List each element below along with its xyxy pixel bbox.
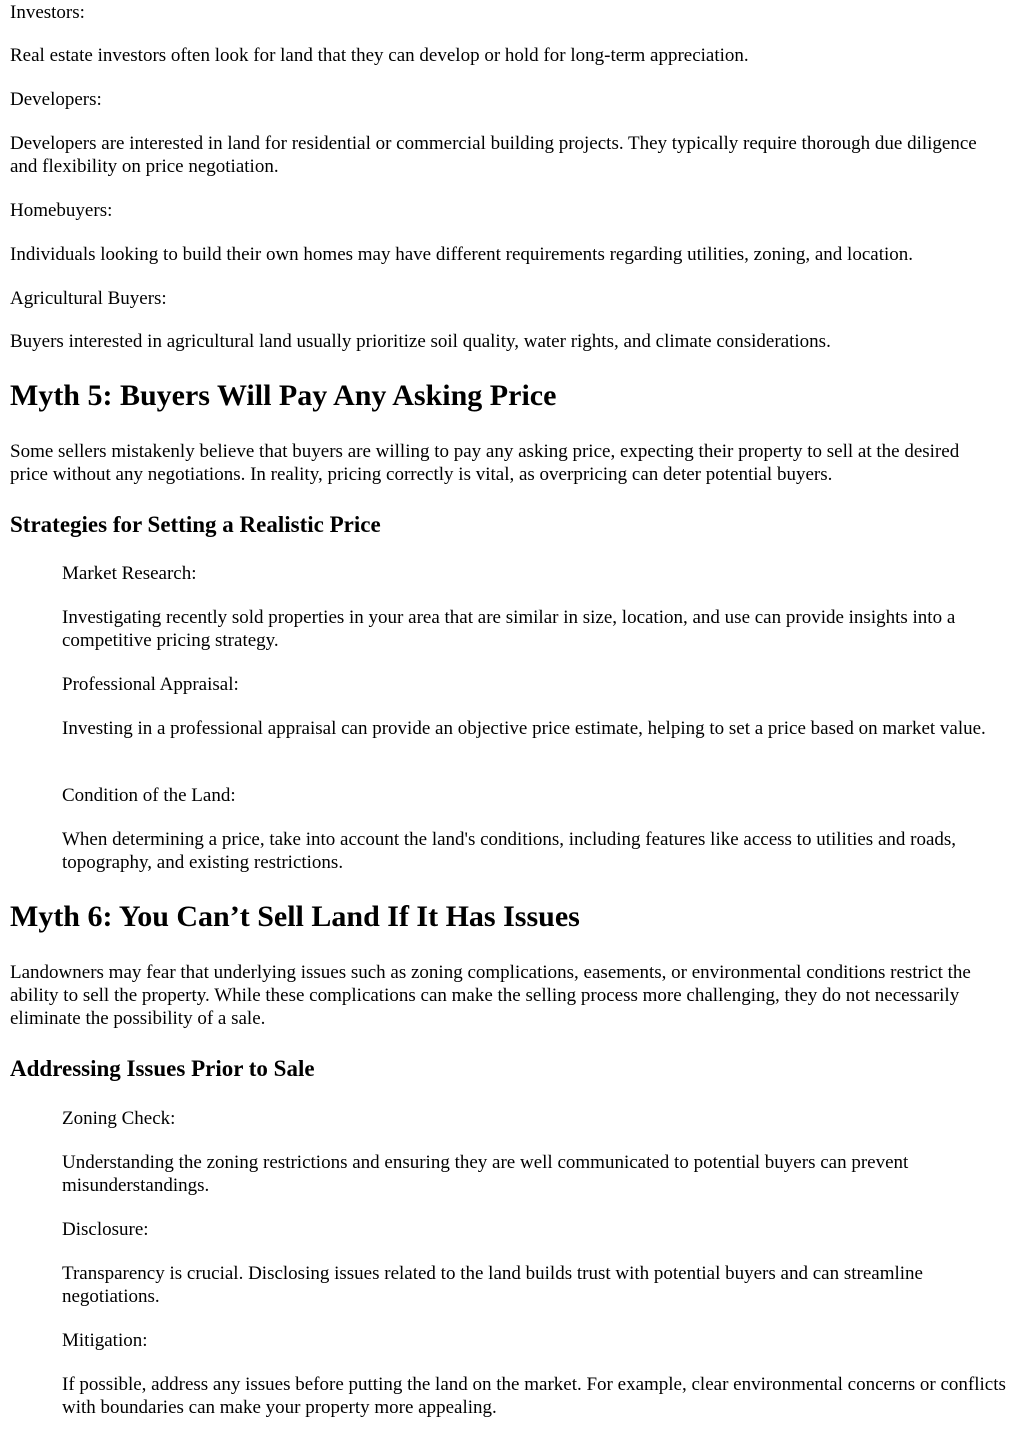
strategy-label: Professional Appraisal: <box>62 674 239 695</box>
strategy-label: Market Research: <box>62 563 197 584</box>
myth-6-subheading: Addressing Issues Prior to Sale <box>10 1056 315 1081</box>
buyer-type-description: Real estate investors often look for land that they can develop or hold for long-term appreciation. <box>10 45 749 66</box>
issue-step-description: If possible, address any issues before putting the land on the market. For example, clear environmental concerns or conflicts with boundaries can make your property more appealing. <box>62 1374 1006 1418</box>
buyer-type-label: Investors: <box>10 2 85 23</box>
issue-step-description: Transparency is crucial. Disclosing issues related to the land builds trust with potential buyers and can streamline negotiations. <box>62 1263 923 1307</box>
issue-step-label: Mitigation: <box>62 1330 148 1351</box>
buyer-type-label: Agricultural Buyers: <box>10 288 167 309</box>
issue-step-label: Zoning Check: <box>62 1108 176 1129</box>
myth-6-body: Landowners may fear that underlying issues such as zoning complications, easements, or environmental conditions restrict the ability to sell the property. While these complications can make the selling process more challenging, they do not necessarily eliminate the possibility of a sale. <box>10 962 971 1029</box>
buyer-type-description: Developers are interested in land for residential or commercial building projects. They typically require thorough due diligence and flexibility on price negotiation. <box>10 133 977 177</box>
strategy-description: When determining a price, take into account the land's conditions, including features like access to utilities and roads, topography, and existing restrictions. <box>62 829 957 873</box>
buyer-type-label: Developers: <box>10 89 102 110</box>
myth-5-heading: Myth 5: Buyers Will Pay Any Asking Price <box>10 379 557 412</box>
issue-step-label: Disclosure: <box>62 1219 149 1240</box>
strategy-label: Condition of the Land: <box>62 785 236 806</box>
issue-step-description: Understanding the zoning restrictions and ensuring they are well communicated to potential buyers can prevent misunderstandings. <box>62 1152 909 1196</box>
myth-5-subheading: Strategies for Setting a Realistic Price <box>10 512 381 537</box>
strategy-description: Investigating recently sold properties in your area that are similar in size, location, and use can provide insights into a competitive pricing strategy. <box>62 607 956 651</box>
myth-6-heading: Myth 6: You Can’t Sell Land If It Has Issues <box>10 900 580 933</box>
buyer-type-description: Individuals looking to build their own homes may have different requirements regarding utilities, zoning, and location. <box>10 244 914 265</box>
strategy-description: Investing in a professional appraisal can provide an objective price estimate, helping to set a price based on market value. <box>62 718 986 739</box>
myth-5-body: Some sellers mistakenly believe that buyers are willing to pay any asking price, expecting their property to sell at the desired price without any negotiations. In reality, pricing correctly is vital, as overpricing can deter potential buyers. <box>10 441 960 485</box>
buyer-type-description: Buyers interested in agricultural land usually prioritize soil quality, water rights, and climate considerations. <box>10 331 831 352</box>
buyer-type-label: Homebuyers: <box>10 200 113 221</box>
